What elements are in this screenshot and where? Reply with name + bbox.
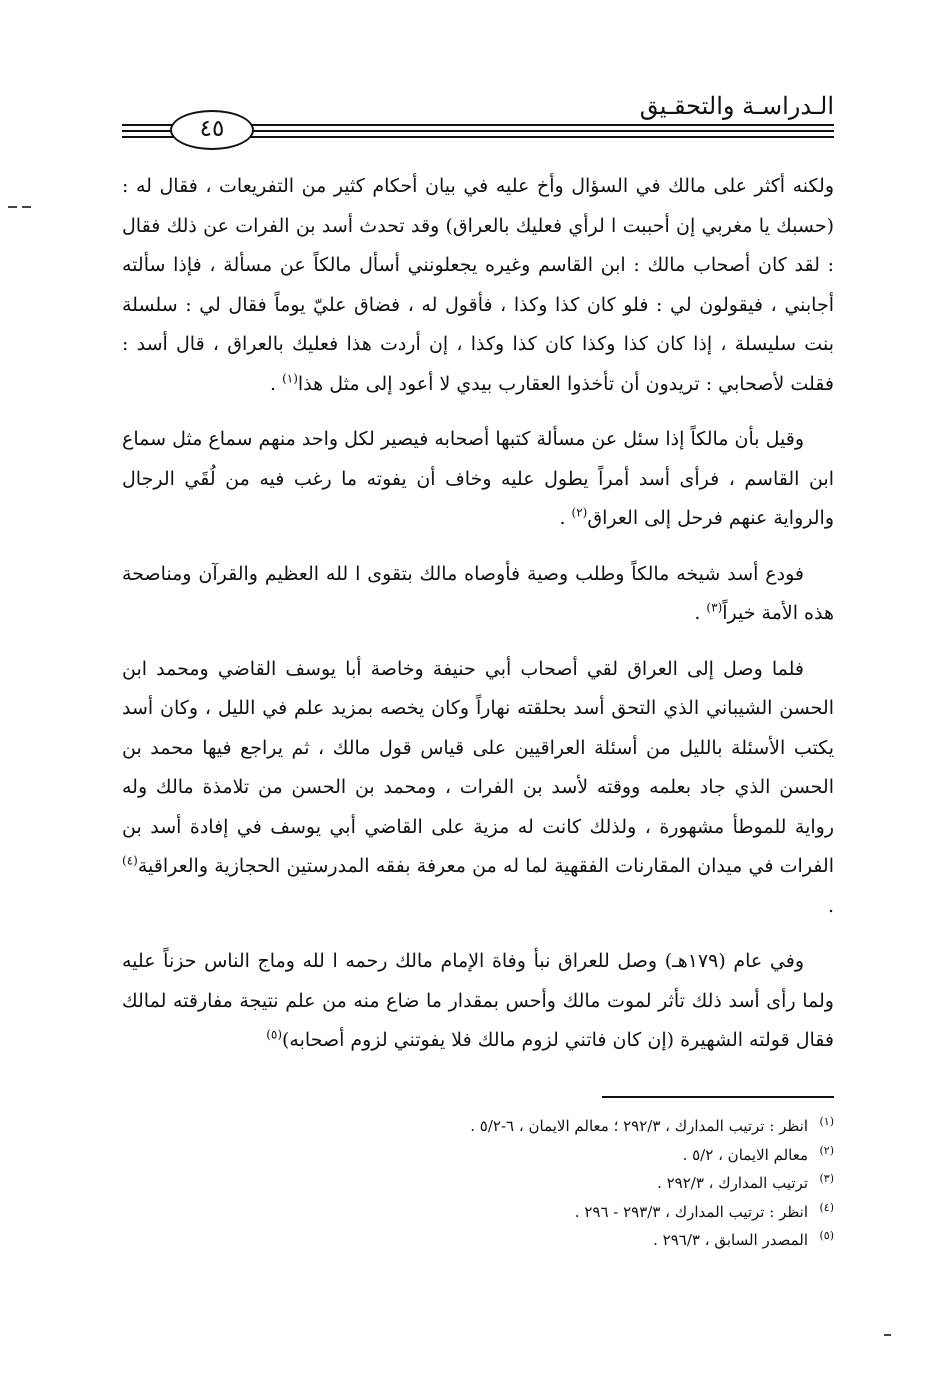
- paragraph: [122, 942, 834, 1061]
- paragraph-text: وقيل بأن مالكاً إذا سئل عن مسألة كتبها أصحابه فيصير لكل واحد منهم سماع مثل سماع ابن القاسم ، فرأى أسد أمراً يطول عليه وخاف أن يفوته ما رغب فيه من لُقَي الرجال والرواية عنهم فرحل إلى العراق: [122, 428, 834, 529]
- footnote-text: ترتيب المدارك ، ٢٩٢/٣ .: [657, 1174, 808, 1192]
- paragraph-tail: .: [270, 372, 283, 395]
- running-header-title: الـدراسـة والتحقـيق: [639, 92, 834, 120]
- footnote-reference: (٤): [122, 853, 138, 868]
- paragraph-tail: .: [827, 894, 834, 917]
- footnote-item: (١)انظر : ترتيب المدارك ، ٢٩٢/٣ ؛ معالم الايمان ، ٦-٥/٢ .: [470, 1115, 834, 1135]
- footnote-text: معالم الايمان ، ٥/٢ .: [682, 1145, 808, 1164]
- footnote-reference: (٢): [571, 505, 588, 520]
- footnote-text: انظر : ترتيب المدارك ، ٢٩٢/٣ ؛ معالم الايمان ، ٦-٥/٢ .: [470, 1117, 808, 1135]
- footnote-item: (٤)انظر : ترتيب المدارك ، ٢٩٣/٣ - ٢٩٦ .: [574, 1200, 834, 1221]
- paragraph-text: فلما وصل إلى العراق لقي أصحاب أبي حنيفة وخاصة أبا يوسف القاضي ومحمد ابن الحسن الشيباني الذي التحق أسد بحلقته نهاراً وكان يخصه بمزيد علم في الليل ، وكان أسد يكتب الأسئلة بالليل من أسئلة العراقيين على قياس قول مالك ، ثم يراجع فيها محمد بن الحسن الذي جاد بعلمه ووقته لأسد بن الفرات ، ومحمد بن الحسن من تلامذة مالك وله رواية للموطأ مشهورة ، ولذلك كانت له مزية على القاضي أبي يوسف في إفادة أسد بن الفرات في ميدان المقارنات الفقهية لما له من معرفة بفقه المدرستين الحجازية والعراقية: [122, 657, 834, 877]
- paragraph-text: فودع أسد شيخه مالكاً وطلب وصية فأوصاه مالك بتقوى ا لله العظيم والقرآن ومناصحة هذه الأمة خيراً: [122, 562, 834, 624]
- paragraph: [122, 650, 834, 927]
- page-number: ٤٥: [170, 110, 254, 150]
- main-body-text: [122, 167, 834, 1077]
- paragraph: [122, 555, 834, 634]
- paragraph: [122, 420, 834, 539]
- footnotes-section: [234, 1112, 834, 1255]
- footnote-reference: (٣): [706, 600, 723, 615]
- footnote-text: انظر : ترتيب المدارك ، ٢٩٣/٣ - ٢٩٦ .: [574, 1202, 808, 1221]
- footnote-item: (٢)معالم الايمان ، ٥/٢ .: [682, 1143, 834, 1164]
- paragraph: [122, 167, 834, 404]
- footnote-reference: (١): [282, 371, 298, 386]
- paragraph-text: ولكنه أكثر على مالك في السؤال وأخ عليه في بيان أحكام كثير من التفريعات ، فقال له : (حسبك يا مغربي إن أحببت ا لرأي فعليك بالعراق) وقد تحدث أسد بن الفرات عن ذلك فقال : لقد كان أصحاب مالك : ابن القاسم وغيره يجعلونني أسأل مالكاً عن مسألة ، فإذا سألته أجابني ، فيقولون لي : فلو كان كذا وكذا ، فأقول له ، فضاق عليّ يوماً فقال لي : سلسلة بنت سليسلة ، إذا كان كذا وكذا كان كذا وكذا ، إن أردت هذا فعليك بالعراق ، قال أسد : فقلت لأصحابي : تريدون أن تأخذوا العقارب بيدي لا أعود إلى مثل هذا: [122, 175, 835, 395]
- footnote-item: (٣)ترتيب المدارك ، ٢٩٢/٣ .: [657, 1172, 834, 1192]
- paragraph-text: وفي عام (١٧٩هـ) وصل للعراق نبأ وفاة الإمام مالك رحمه ا لله وماج الناس حزناً عليه ولما رأى أسد ذلك تأثر لموت مالك وأحس بمقدار ما ضاع منه من علم نتيجة مفارقته لمالك فقال قولته الشهيرة (إن كان فاتني لزوم مالك فلا يفوتني لزوم أصحابه): [122, 950, 834, 1051]
- footnote-text: المصدر السابق ، ٢٩٦/٣ .: [653, 1231, 808, 1249]
- margin-mark-left-2: [22, 206, 31, 208]
- scan-mark: [884, 1334, 891, 1336]
- paragraph-tail: .: [694, 602, 707, 624]
- footnote-separator: [602, 1096, 834, 1098]
- paragraph-tail: .: [559, 507, 572, 529]
- margin-mark-left: [8, 206, 17, 208]
- footnote-item: (٥)المصدر السابق ، ٢٩٦/٣ .: [653, 1229, 834, 1249]
- footnote-reference: (٥): [266, 1027, 283, 1042]
